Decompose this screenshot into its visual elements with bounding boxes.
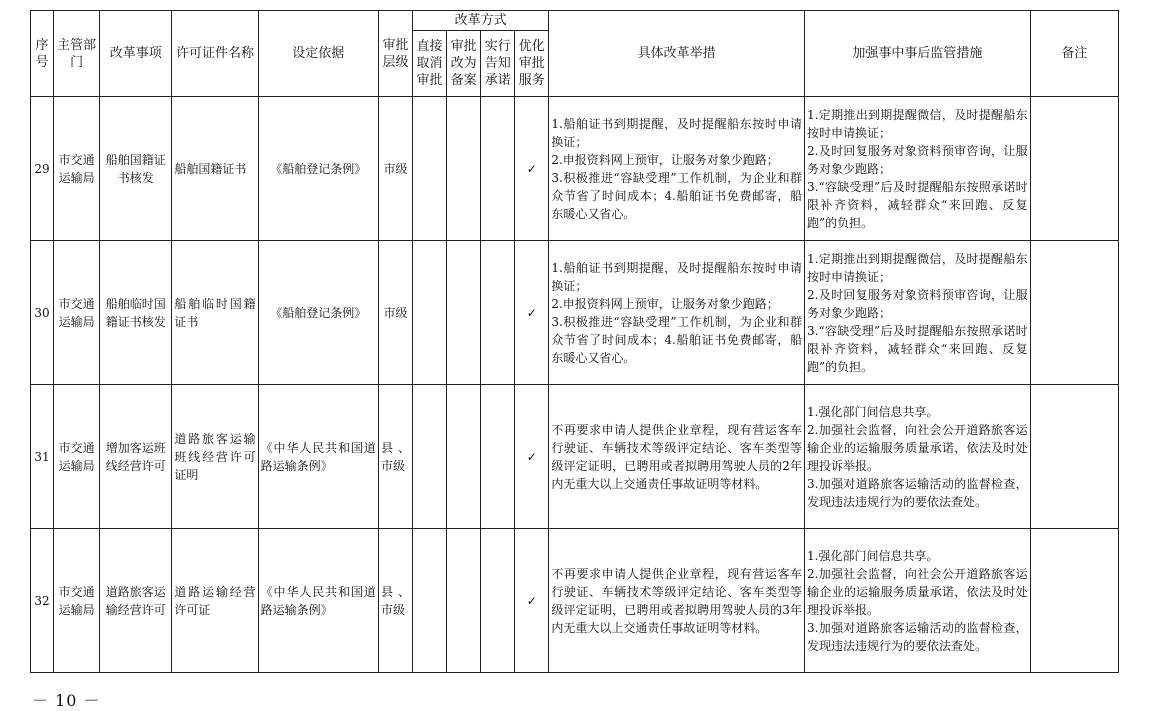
- header-optimize: 优化审批服务: [515, 31, 549, 97]
- supervision-line: 3.加强对道路旅客运输活动的监督检查，发现违法违规行为的要依法查处。: [807, 476, 1028, 509]
- cell-to-filing: [447, 97, 481, 241]
- header-license: 许可证件名称: [172, 11, 258, 97]
- cell-measures: [549, 529, 805, 673]
- cell-remarks: [1030, 529, 1118, 673]
- supervision-line: 3.“容缺受理”后及时提醒船东按照承诺时限补齐资料，减轻群众“来回跑、反复跑”的负担。: [807, 179, 1028, 230]
- cell-direct-cancel: [413, 385, 447, 529]
- cell-remarks: [1030, 97, 1118, 241]
- measure-line: 1.船舶证书到期提醒，及时提醒船东按时申请换证；: [551, 116, 803, 149]
- cell-basis: 《中华人民共和国道路运输条例》: [258, 529, 378, 673]
- measure-line: 3.积极推进“容缺受理”工作机制，为企业和群众节省了时间成本；4.船舶证书免费邮寄，船东暖心又省心。: [551, 314, 803, 365]
- cell-license: 道路旅客运输班线经营许可证明: [172, 385, 258, 529]
- measure-line: 不再要求申请人提供企业章程，现有营运客车行驶证、车辆技术等级评定结论、客车类型等级评定证明，已聘用或者拟聘用驾驶人员的2年内无重大以上交通责任事故证明等材料。: [551, 422, 803, 491]
- cell-item: 船舶国籍证书核发: [100, 97, 172, 241]
- cell-supervision: [805, 241, 1031, 385]
- supervision-line: 3.加强对道路旅客运输活动的监督检查，发现违法违规行为的要依法查处。: [807, 620, 1028, 653]
- cell-notify-commit: [481, 97, 515, 241]
- table-row: [31, 241, 1119, 385]
- header-to-filing: 审批改为备案: [447, 31, 481, 97]
- check-icon: ✓: [515, 529, 549, 673]
- cell-seq: 31: [31, 385, 54, 529]
- cell-license: 道路运输经营许可证: [172, 529, 258, 673]
- cell-notify-commit: [481, 241, 515, 385]
- cell-dept: 市交通运输局: [54, 97, 100, 241]
- cell-license: 船舶国籍证书: [172, 97, 258, 241]
- header-measures: 具体改革举措: [549, 11, 805, 97]
- cell-item: 道路旅客运输经营许可: [100, 529, 172, 673]
- header-direct-cancel: 直接取消审批: [413, 31, 447, 97]
- cell-item: 增加客运班线经营许可: [100, 385, 172, 529]
- page-number: － 10 －: [32, 691, 101, 710]
- measure-line: 2.申报资料网上预审，让服务对象少跑路；: [551, 152, 779, 167]
- cell-basis: 《船舶登记条例》: [258, 241, 378, 385]
- supervision-line: 2.加强社会监督，向社会公开道路旅客运输企业的运输服务质量承诺，依法及时处理投诉举报。: [807, 422, 1028, 473]
- cell-measures: [549, 97, 805, 241]
- header-dept: 主管部门: [54, 11, 100, 97]
- cell-direct-cancel: [413, 97, 447, 241]
- cell-basis: 《船舶登记条例》: [258, 97, 378, 241]
- measure-line: 3.积极推进“容缺受理”工作机制，为企业和群众节省了时间成本；4.船舶证书免费邮寄，船东暖心又省心。: [551, 170, 803, 221]
- check-icon: ✓: [515, 97, 549, 241]
- cell-license: 船舶临时国籍证书: [172, 241, 258, 385]
- header-level: 审批层级: [378, 11, 412, 97]
- measure-line: 1.船舶证书到期提醒，及时提醒船东按时申请换证；: [551, 260, 803, 293]
- cell-to-filing: [447, 529, 481, 673]
- supervision-line: 1.强化部门间信息共享。: [807, 548, 939, 563]
- cell-level: 市级: [378, 97, 412, 241]
- cell-dept: 市交通运输局: [54, 385, 100, 529]
- supervision-line: 1.定期推出到期提醒微信，及时提醒船东按时申请换证；: [807, 107, 1028, 140]
- cell-dept: 市交通运输局: [54, 241, 100, 385]
- table-row: [31, 97, 1119, 241]
- header-seq: 序号: [31, 11, 54, 97]
- cell-level: 县、市级: [378, 529, 412, 673]
- cell-supervision: [805, 97, 1031, 241]
- cell-measures: [549, 241, 805, 385]
- reform-table: [30, 10, 1119, 673]
- table-row: [31, 385, 1119, 529]
- cell-level: 市级: [378, 241, 412, 385]
- cell-supervision: [805, 529, 1031, 673]
- cell-notify-commit: [481, 529, 515, 673]
- header-basis: 设定依据: [258, 11, 378, 97]
- cell-to-filing: [447, 241, 481, 385]
- cell-remarks: [1030, 385, 1118, 529]
- cell-basis: 《中华人民共和国道路运输条例》: [258, 385, 378, 529]
- table-row: [31, 529, 1119, 673]
- supervision-line: 2.加强社会监督，向社会公开道路旅客运输企业的运输服务质量承诺，依法及时处理投诉举报。: [807, 566, 1028, 617]
- header-remarks: 备注: [1030, 11, 1118, 97]
- cell-level: 县、市级: [378, 385, 412, 529]
- header-supervision: 加强事中事后监管措施: [805, 11, 1031, 97]
- check-icon: ✓: [515, 241, 549, 385]
- cell-seq: 32: [31, 529, 54, 673]
- cell-notify-commit: [481, 385, 515, 529]
- supervision-line: 1.定期推出到期提醒微信，及时提醒船东按时申请换证；: [807, 251, 1028, 284]
- cell-measures: [549, 385, 805, 529]
- supervision-line: 3.“容缺受理”后及时提醒船东按照承诺时限补齐资料，减轻群众“来回跑、反复跑”的负担。: [807, 323, 1028, 374]
- header-notify-commit: 实行告知承诺: [481, 31, 515, 97]
- cell-seq: 30: [31, 241, 54, 385]
- supervision-line: 2.及时回复服务对象资料预审咨询，让服务对象少跑路；: [807, 287, 1028, 320]
- supervision-line: 2.及时回复服务对象资料预审咨询，让服务对象少跑路；: [807, 143, 1028, 176]
- cell-item: 船舶临时国籍证书核发: [100, 241, 172, 385]
- cell-remarks: [1030, 241, 1118, 385]
- cell-direct-cancel: [413, 241, 447, 385]
- cell-dept: 市交通运输局: [54, 529, 100, 673]
- supervision-line: 1.强化部门间信息共享。: [807, 404, 939, 419]
- measure-line: 不再要求申请人提供企业章程，现有营运客车行驶证、车辆技术等级评定结论、客车类型等级评定证明，已聘用或者拟聘用驾驶人员的3年内无重大以上交通责任事故证明等材料。: [551, 566, 803, 635]
- cell-direct-cancel: [413, 529, 447, 673]
- measure-line: 2.申报资料网上预审，让服务对象少跑路；: [551, 296, 779, 311]
- cell-supervision: [805, 385, 1031, 529]
- cell-seq: 29: [31, 97, 54, 241]
- header-item: 改革事项: [100, 11, 172, 97]
- check-icon: ✓: [515, 385, 549, 529]
- cell-to-filing: [447, 385, 481, 529]
- header-reform-mode: 改革方式: [413, 11, 549, 31]
